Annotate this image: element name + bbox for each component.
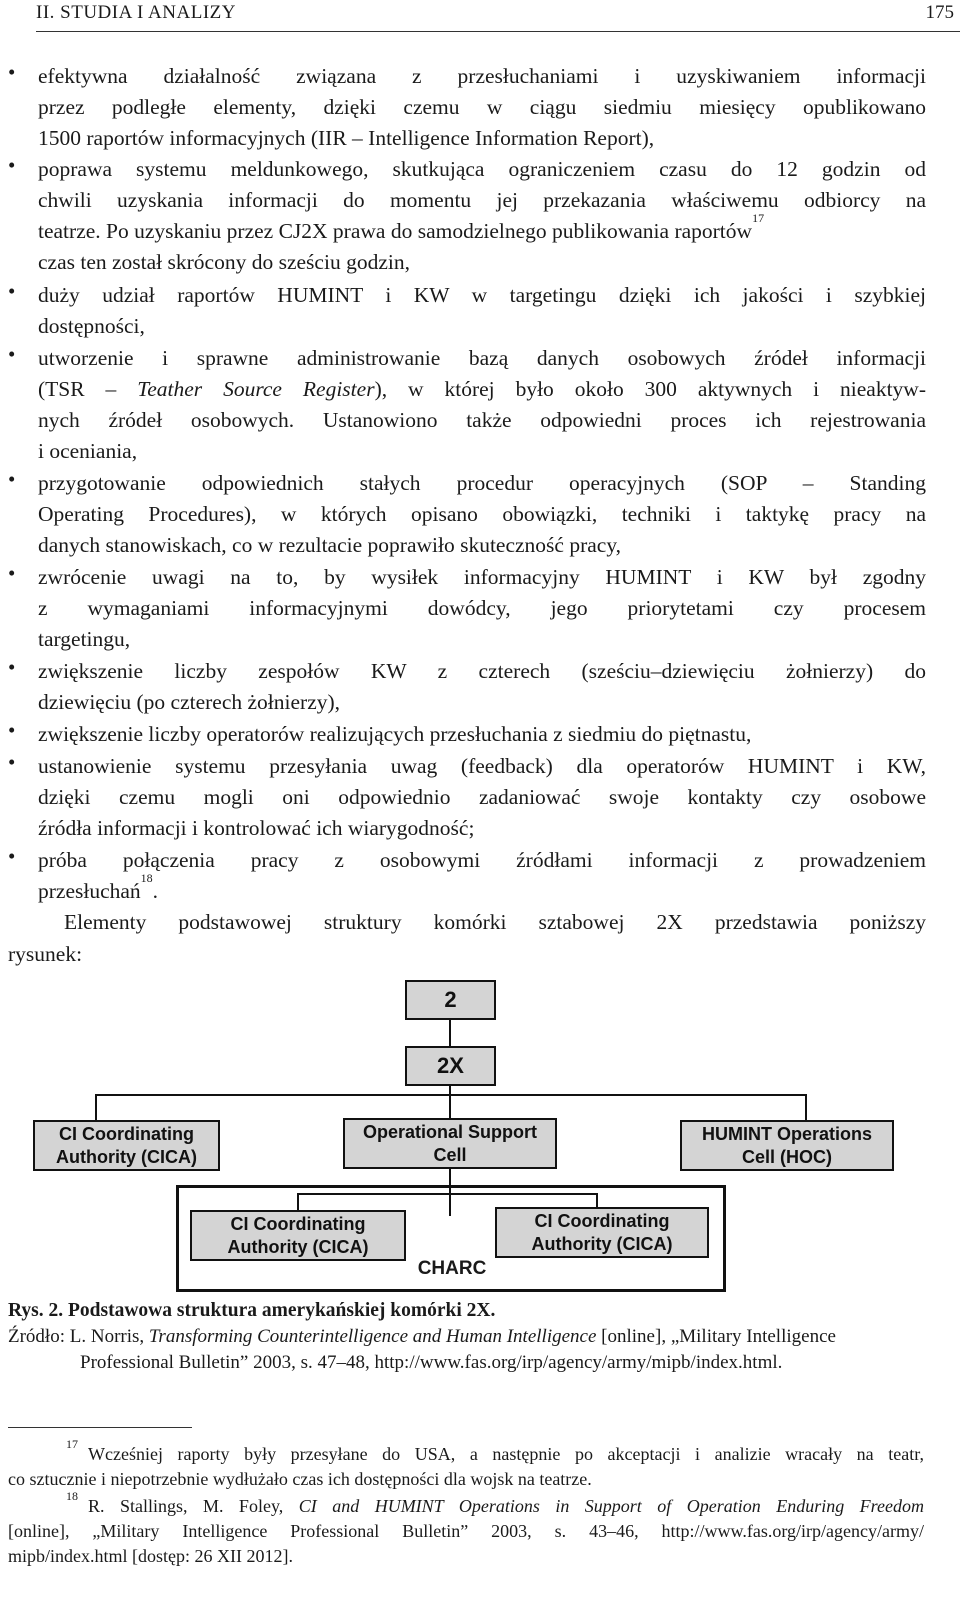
text-line: dostępności, <box>38 314 145 338</box>
text-line: z wymaganiami informacyjnymi dowódcy, jego priorytetami czy procesem <box>38 596 926 620</box>
text-line: przez podległe elementy, dzięki czemu w ciągu siedmiu miesięcy opublikowano <box>38 95 926 119</box>
page-header <box>36 0 960 32</box>
org-box-hoc <box>680 1120 894 1171</box>
italic-title: Transforming Counterintelligence and Human Intelligence <box>148 1326 597 1347</box>
bullet-dot: • <box>8 561 16 585</box>
footnote-line: co sztucznie i niepotrzebnie wydłużało czas ich dostępności dla wojsk na teatrze. <box>8 1469 592 1489</box>
text-line: chwili uzyskania informacji do momentu jej przekazania właściwemu odbiorcy na <box>38 188 926 212</box>
page-number: 175 <box>925 2 954 23</box>
box-label: Operational Support <box>362 1122 537 1142</box>
bullet-dot: • <box>8 718 16 742</box>
italic-term: Teather Source Register <box>137 377 375 401</box>
text-line: targetingu, <box>38 627 131 651</box>
text-line: duży udział raportów HUMINT i KW w targetingu dzięki ich jakości i szybkiej <box>38 283 926 307</box>
footnote-rule <box>8 1427 192 1428</box>
text-span: teatrze. Po uzyskaniu przez CJ2X prawa do samodzielnego publikowania raportów <box>38 219 753 243</box>
footnote-ref: 17 <box>752 210 765 225</box>
text-line: źródła informacji i kontrolować ich wiarygodność; <box>38 816 475 840</box>
figure-caption: Rys. 2. Podstawowa struktura amerykańskiej komórki 2X. <box>8 1300 496 1321</box>
text-line: danych stanowiskach, co w rezultacie poprawiło skuteczność pracy, <box>38 533 622 557</box>
org-box-2 <box>405 980 496 1020</box>
text-line: zwiększenie liczby zespołów KW z czterech (sześciu–dziewięciu żołnierzy) do <box>38 659 926 683</box>
footnote-number: 18 <box>66 1489 78 1503</box>
box-label: 2X <box>437 1053 464 1078</box>
text-line: zwrócenie uwagi na to, by wysiłek informacyjny HUMINT i KW był zgodny <box>38 565 926 589</box>
section-title: II. STUDIA I ANALIZY <box>36 2 236 23</box>
text-line: dzięki czemu mogli oni odpowiednio zadaniować swoje kontakty czy osobowe <box>38 785 926 809</box>
text-span: Źródło: L. Norris, <box>8 1326 149 1347</box>
org-box-charc-cica-left <box>190 1210 406 1261</box>
connector-line <box>805 1094 807 1122</box>
header-rule <box>36 31 960 32</box>
box-label: 2 <box>444 987 457 1012</box>
text-span: [online], „Military Intelligence <box>596 1326 836 1347</box>
text-line: przygotowanie odpowiednich stałych procedur operacyjnych (SOP – Standing <box>38 471 926 495</box>
org-box-2x <box>405 1046 496 1086</box>
bullet-dot: • <box>8 655 16 679</box>
footnote-number: 17 <box>66 1437 78 1451</box>
text-line: czas ten został skrócony do sześciu godzin, <box>38 250 410 274</box>
footnote-line: Wcześniej raporty były przesyłane do USA, a następnie po akceptacji i analizie wracały na teatr, <box>88 1444 924 1464</box>
text-span: przesłuchań <box>38 879 141 903</box>
connector-line <box>95 1094 807 1096</box>
text-line <box>38 373 926 405</box>
connector-line <box>449 1084 451 1120</box>
text-line: efektywna działalność związana z przesłuchaniami i uzyskiwaniem informacji <box>38 64 926 88</box>
box-label: CI Coordinating <box>59 1124 194 1144</box>
bullet-dot: • <box>8 750 16 774</box>
footnote-line <box>88 1493 924 1519</box>
text-line: utworzenie i sprawne administrowanie bazą danych osobowych źródeł informacji <box>38 346 926 370</box>
text-line: zwiększenie liczby operatorów realizujących przesłuchania z siedmiu do piętnastu, <box>38 722 752 746</box>
text-line: ustanowienie systemu przesyłania uwag (feedback) dla operatorów HUMINT i KW, <box>38 754 926 778</box>
box-label: Authority (CICA) <box>531 1234 673 1254</box>
text-line: Operating Procedures), w których opisano obowiązki, techniki i taktykę pracy na <box>38 502 926 526</box>
text-span: . <box>152 879 159 903</box>
connector-line <box>449 1018 451 1048</box>
text-line <box>38 210 938 247</box>
bullet-dot: • <box>8 467 16 491</box>
figure-source <box>8 1324 836 1350</box>
box-label: Authority (CICA) <box>56 1147 197 1167</box>
text-line: próba połączenia pracy z osobowymi źródłami informacji z prowadzeniem <box>38 848 926 872</box>
text-line: 1500 raportów informacyjnych (IIR – Intelligence Information Report), <box>38 126 655 150</box>
charc-label: CHARC <box>417 1258 487 1279</box>
org-box-charc-cica-right <box>495 1207 709 1258</box>
italic-title: CI and HUMINT Operations in Support of Operation Enduring Freedom <box>298 1496 924 1516</box>
text-line: i oceniania, <box>38 439 138 463</box>
bullet-dot: • <box>8 279 16 303</box>
box-label: Cell <box>433 1145 467 1165</box>
box-label: Cell (HOC) <box>742 1147 832 1167</box>
text-line: poprawa systemu meldunkowego, skutkująca ograniczeniem czasu do 12 godzin od <box>38 157 926 181</box>
text-line: dziewięciu (po czterech żołnierzy), <box>38 690 341 714</box>
paragraph-line: Elementy podstawowej struktury komórki sztabowej 2X przedstawia poniższy <box>64 910 926 934</box>
box-label: Authority (CICA) <box>227 1237 369 1257</box>
box-label: CI Coordinating <box>230 1214 366 1234</box>
footnote-line: mipb/index.html [dostęp: 26 XII 2012]. <box>8 1546 293 1566</box>
footnote-line: [online], „Military Intelligence Professional Bulletin” 2003, s. 43–46, http://www.fas.org/irp/agency/army/ <box>8 1521 924 1541</box>
text-span: R. Stallings, M. Foley, <box>88 1496 299 1516</box>
bullet-dot: • <box>8 844 16 868</box>
text-line: nych źródeł osobowych. Ustanowiono także odpowiedni proces ich rejestrowania <box>38 408 926 432</box>
org-box-osc <box>343 1118 557 1169</box>
org-box-cica <box>33 1120 220 1171</box>
box-label: CI Coordinating <box>534 1211 670 1231</box>
box-label: HUMINT Operations <box>701 1124 872 1144</box>
connector-line <box>95 1094 97 1122</box>
bullet-dot: • <box>8 342 16 366</box>
paragraph-line: rysunek: <box>8 942 83 966</box>
figure-source-line: Professional Bulletin” 2003, s. 47–48, http://www.fas.org/irp/agency/army/mipb/index.html. <box>80 1352 783 1373</box>
bullet-dot: • <box>8 153 16 177</box>
text-span: ), w której było około 300 aktywnych i nieaktyw- <box>374 377 926 401</box>
bullet-dot: • <box>8 60 16 84</box>
text-line <box>38 870 926 907</box>
text-span: (TSR – <box>38 377 138 401</box>
footnote-ref: 18 <box>140 870 153 885</box>
